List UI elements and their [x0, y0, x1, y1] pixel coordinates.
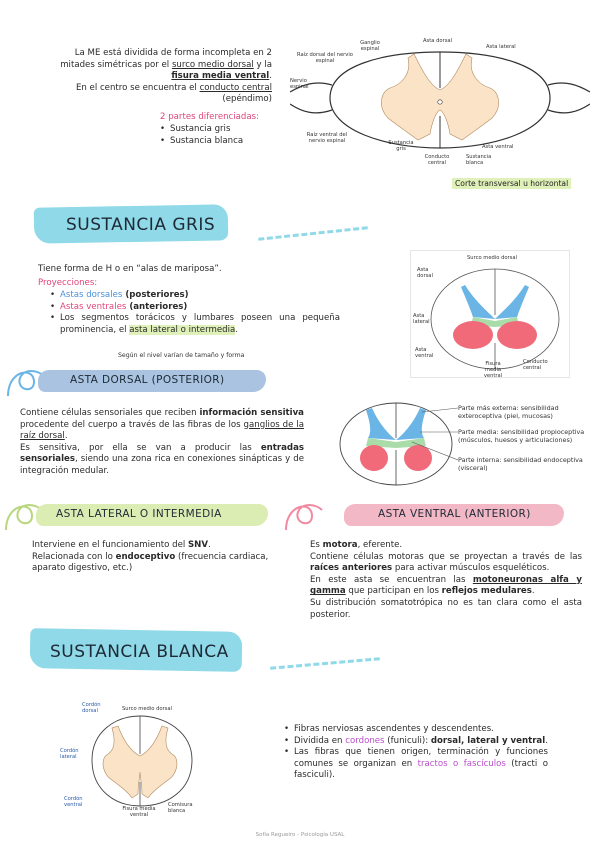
section-title-gris: SUSTANCIA GRIS [66, 215, 216, 235]
label-sustancia-gris: Sustancia gris [388, 140, 414, 152]
label-nervio: Nervio espinal [290, 78, 309, 90]
label-asta-dorsal: Asta dorsal [417, 267, 433, 279]
ventral-text: Es motora, eferente. Contiene células motoras que se proyectan a través de las raíces anteriores para activar músculos esqueléticos. En este asta se encuentran las motoneuronas alfa y gamma que participan en los reflejos medulares. Su distribución somatotrópica no es tan clara como el asta posterior. [310, 540, 583, 620]
list-item: • Fibras nerviosas ascendentes y descendentes. [282, 724, 548, 736]
section-title-lateral: ASTA LATERAL O INTERMEDIA [56, 508, 222, 520]
label-cordon-lateral: Cordón lateral [60, 748, 79, 760]
section-title-ventral: ASTA VENTRAL (ANTERIOR) [378, 508, 531, 520]
curl-arrow-icon [282, 494, 326, 534]
section-title-blanca: SUSTANCIA BLANCA [50, 642, 229, 662]
footer: Sofía Regueiro - Psicología USAL [255, 832, 345, 838]
gris-proyecciones: Proyecciones: [38, 278, 98, 288]
gris-forma: Tiene forma de H o en “alas de mariposa”. [38, 264, 222, 274]
label-asta-ventral: Asta ventral [482, 144, 514, 150]
label-asta-lateral: Asta lateral [486, 44, 516, 50]
spinal-cord-cross-section-diagram [290, 30, 590, 180]
list-item: • Los segmentos torácicos y lumbares poseen una pequeña prominencia, el asta lateral o intermedia. [48, 313, 340, 336]
list-item: • Sustancia blanca [158, 136, 243, 148]
label-sustancia-blanca: Sustancia blanca [466, 154, 492, 166]
dorsal-horn-diagram [338, 398, 458, 488]
label-comisura: Comisura blanca [168, 802, 193, 814]
intro-text: La ME está dividida de forma incompleta en 2 mitades simétricas por el surco medio dorsal y la fisura media ventral. En el centro se encuentra el conducto central (epéndimo) [60, 48, 272, 105]
dashed-decoration [258, 226, 368, 240]
gray-matter-diagram [410, 250, 570, 378]
parts-heading: 2 partes diferenciadas: [160, 112, 260, 122]
white-matter-diagram [60, 702, 210, 820]
list-item: • Astas ventrales (anteriores) [48, 302, 340, 314]
label-asta-lateral: Asta lateral [413, 313, 430, 325]
label-asta-ventral: Asta ventral [415, 347, 434, 359]
annotation-externa: Parte más externa: sensibilidad exteroceptiva (piel, mucosas) [458, 404, 559, 420]
list-item: • Sustancia gris [158, 124, 243, 136]
gris-note: Según el nivel varían de tamaño y forma [118, 352, 245, 359]
label-cordon-ventral: Cordón ventral [64, 796, 83, 808]
list-item: • Dividida en cordones (funiculi): dorsal, lateral y ventral. [282, 736, 548, 748]
dashed-decoration [270, 657, 380, 670]
gris-list [48, 290, 340, 336]
label-conducto: Conducto central [424, 154, 450, 166]
annotation-interna: Parte interna: sensibilidad endoceptiva (visceral) [458, 456, 583, 472]
annotation-media: Parte media: sensibilidad propioceptiva (músculos, huesos y articulaciones) [458, 428, 585, 444]
label-cordon-dorsal: Cordón dorsal [82, 702, 101, 714]
label-fisura: Fisura media ventral [122, 806, 156, 818]
label-surco: Surco medio dorsal [122, 706, 172, 712]
blanca-list [282, 724, 548, 782]
label-asta-dorsal: Asta dorsal [423, 38, 453, 44]
list-item: • Astas dorsales (posteriores) [48, 290, 340, 302]
label-fisura: Fisura media ventral [483, 361, 503, 379]
dorsal-text: Contiene células sensoriales que reciben información sensitiva procedente del cuerpo a través de las fibras de los ganglios de la raíz dorsal. Es sensitiva, por ella se van a producir las entradas sensoriales, siendo una zona rica en conexiones sinápticas y de integración medular. [20, 408, 305, 476]
section-title-dorsal: ASTA DORSAL (POSTERIOR) [70, 374, 225, 386]
label-raiz-ventral: Raíz ventral del nervio espinal [306, 132, 348, 144]
parts-list [158, 124, 243, 147]
diagram-caption: Corte transversal u horizontal [452, 178, 571, 189]
label-surco: Surco medio dorsal [467, 255, 517, 261]
list-item: • Las fibras que tienen origen, terminación y funciones comunes se organizan en tractos o fascículos (tracti o fasciculi). [282, 747, 548, 782]
label-conducto: Conducto central [523, 359, 548, 371]
label-ganglio: Ganglio espinal [360, 40, 380, 52]
lateral-text: Interviene en el funcionamiento del SNV. Relacionada con lo endoceptivo (frecuencia cardiaca, aparato digestivo, etc.) [32, 540, 269, 574]
label-raiz-dorsal: Raíz dorsal del nervio espinal [297, 52, 353, 64]
